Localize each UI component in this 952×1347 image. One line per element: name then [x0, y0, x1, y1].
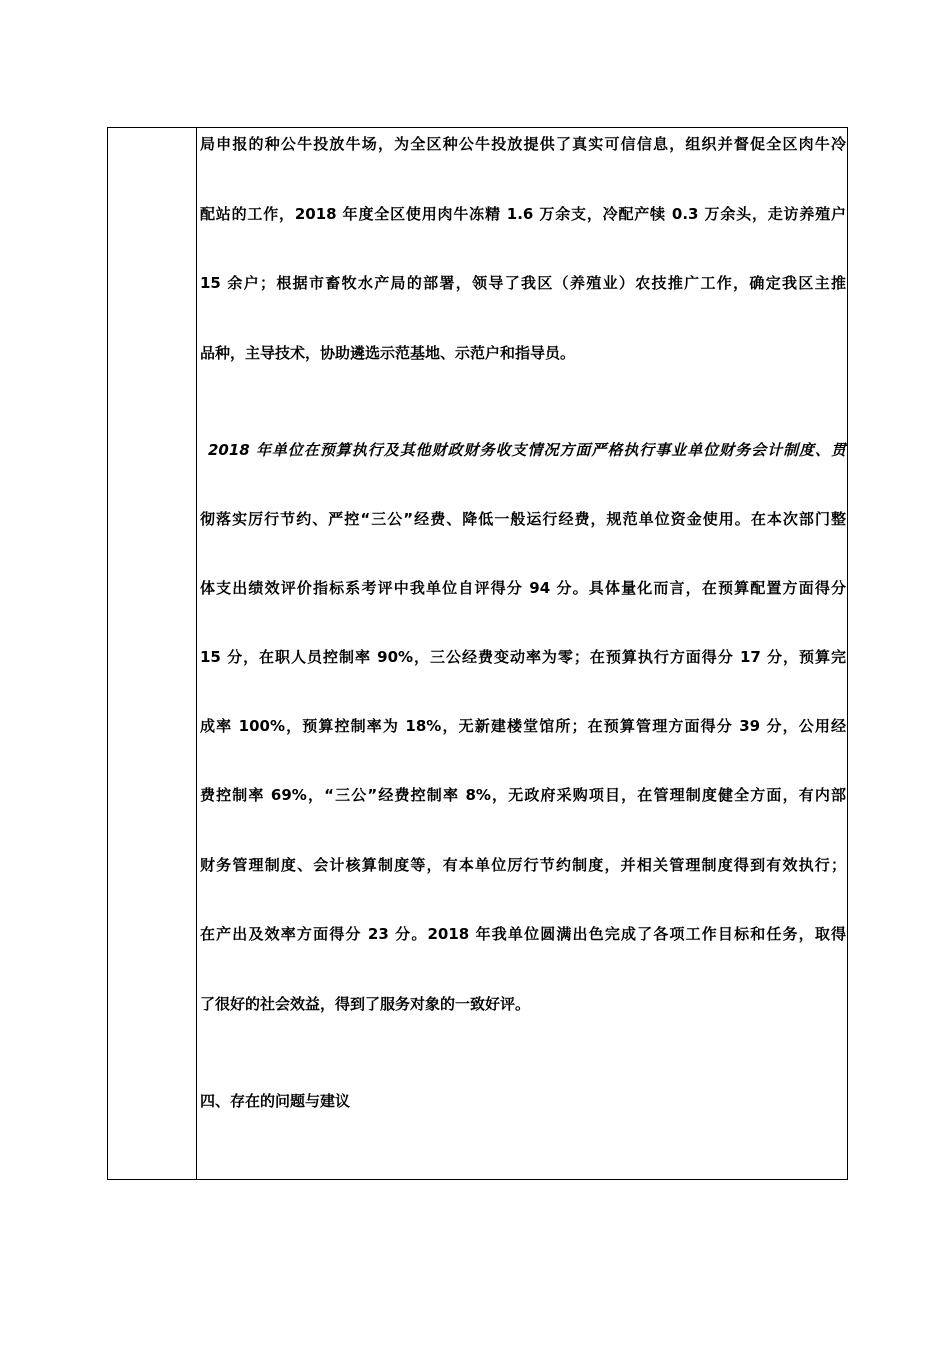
body-text-line: 在产出及效率方面得分 23 分。2018 年我单位圆满出色完成了各项工作目标和任务，取得: [200, 925, 846, 943]
body-text-line: 了很好的社会效益，得到了服务对象的一致好评。: [200, 995, 531, 1013]
body-text-line: 彻落实厉行节约、严控“三公”经费、降低一般运行经费，规范单位资金使用。在本次部门整: [200, 510, 846, 528]
section-heading: 四、存在的问题与建议: [200, 1092, 351, 1110]
table-frame: [107, 127, 848, 1180]
label-cell: [108, 128, 197, 1179]
body-text-line: 局申报的种公牛投放牛场，为全区种公牛投放提供了真实可信信息，组织并督促全区肉牛冷: [200, 135, 846, 153]
body-text-line: 2018 年单位在预算执行及其他财政财务收支情况方面严格执行事业单位财务会计制度、贯: [208, 441, 846, 459]
body-text-line: 财务管理制度、会计核算制度等，有本单位厉行节约制度，并相关管理制度得到有效执行；: [200, 856, 846, 874]
body-text-line: 成率 100%，预算控制率为 18%，无新建楼堂馆所；在预算管理方面得分 39 分，公用经: [200, 717, 846, 735]
body-text-line: 配站的工作，2018 年度全区使用肉牛冻精 1.6 万余支，冷配产犊 0.3 万余头，走访养殖户: [200, 205, 846, 223]
body-text-line: 品种，主导技术，协助遴选示范基地、示范户和指导员。: [200, 344, 576, 362]
body-text-line: 费控制率 69%，“三公”经费控制率 8%，无政府采购项目，在管理制度健全方面，有内部: [200, 786, 846, 804]
body-text-line: 15 分，在职人员控制率 90%，三公经费变动率为零；在预算执行方面得分 17 分，预算完: [200, 648, 846, 666]
content-cell: [197, 128, 847, 1179]
body-text-line: 体支出绩效评价指标系考评中我单位自评得分 94 分。具体量化而言，在预算配置方面得分: [200, 579, 846, 597]
body-text-line: 15 余户；根据市畜牧水产局的部署，领导了我区（养殖业）农技推广工作，确定我区主推: [200, 274, 846, 292]
